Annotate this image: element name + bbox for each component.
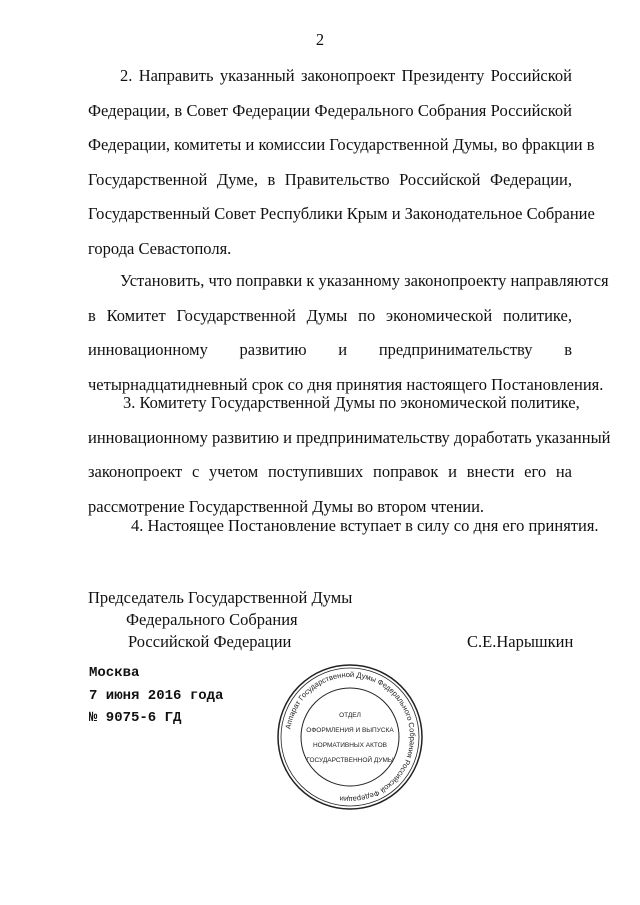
text-line: 3. Комитету Государственной Думы по экономической политике, — [123, 393, 580, 412]
stamp-inner-text: ОФОРМЛЕНИЯ И ВЫПУСКА — [306, 727, 394, 734]
page-number: 2 — [315, 30, 325, 49]
text-line: инновационному развитию и предпринимательству в — [88, 340, 572, 359]
official-stamp — [275, 662, 425, 812]
text-line: законопроект с учетом поступивших поправок и внести его на — [88, 462, 572, 481]
stamp-outer-text: Аппарат Государственной Думы Федерального Собрания Российской Федерации — [283, 669, 418, 805]
paragraph — [88, 66, 595, 273]
text-line: четырнадцатидневный срок со дня принятия настоящего Постановления. — [88, 374, 604, 394]
text-line: Государственный Совет Республики Крым и Законодательное Собрание — [88, 204, 595, 223]
text-line: Федерации, комитеты и комиссии Государственной Думы, во фракции в — [88, 135, 595, 154]
svg-text:Аппарат Государственной Думы Ф — [284, 670, 418, 804]
date: 7 июня 2016 года — [89, 688, 224, 704]
stamp-inner-text: НОРМАТИВНЫХ АКТОВ — [312, 742, 388, 749]
text-line: 4. Настоящее Постановление вступает в силу со дня его принятия. — [131, 516, 599, 535]
text-line: города Севастополя. — [88, 238, 232, 258]
signatory-name: С.Е.Нарышкин — [467, 632, 574, 651]
signature-title-line: Федерального Собрания — [126, 610, 298, 629]
stamp-inner-text: ГОСУДАРСТВЕННОЙ ДУМЫ — [306, 757, 394, 764]
city: Москва — [89, 665, 140, 681]
paragraph — [88, 271, 609, 409]
signature-title-line: Российской Федерации — [128, 632, 292, 651]
text-line: инновационному развитию и предпринимательству доработать указанный — [88, 427, 611, 447]
text-line: Установить, что поправки к указанному законопроекту направляются — [120, 271, 609, 290]
paragraph — [88, 393, 611, 531]
paragraph — [88, 516, 599, 551]
text-line: Федерации, в Совет Федерации Федерального Собрания Российской — [88, 100, 572, 120]
text-line: рассмотрение Государственной Думы во втором чтении. — [88, 496, 485, 516]
text-line: Государственной Думе, в Правительство Российской Федерации, — [88, 169, 572, 189]
text-line: в Комитет Государственной Думы по экономической политике, — [88, 305, 572, 325]
document-number: № 9075-6 ГД — [89, 710, 182, 726]
stamp-inner-text: ОТДЕЛ — [339, 712, 361, 719]
signature-title-line: Председатель Государственной Думы — [88, 588, 353, 607]
text-line: 2. Направить указанный законопроект Президенту Российской — [120, 66, 572, 85]
